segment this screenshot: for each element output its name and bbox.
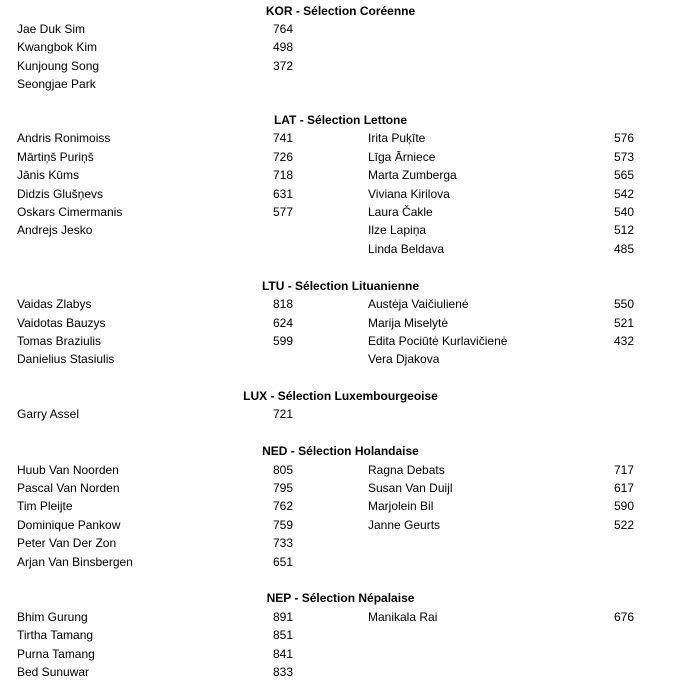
player-name: Huub Van Noorden [17,463,119,477]
table-row [0,57,681,75]
table-row [0,185,681,203]
player-score: 576 [614,131,635,145]
player-name: Mārtiņš Puriņš [17,150,94,164]
player-name: Susan Van Duijl [368,481,453,495]
player-name: Marta Zumberga [368,168,457,182]
section-title: LTU - Sélection Lituanienne [261,279,420,293]
player-name: Linda Beldava [368,242,445,256]
player-name: Seongjae Park [17,77,96,91]
player-name: Austėja Vaičiulienė [368,297,469,311]
table-row [0,203,681,221]
table-row [0,240,681,258]
player-name: Peter Van Der Zon [17,536,117,550]
player-name: Andrejs Jesko [17,223,93,237]
player-score: 764 [273,22,294,36]
player-name: Līga Ārniece [368,150,436,164]
player-score: 795 [273,481,294,495]
table-row [0,75,681,93]
player-score: 818 [273,297,294,311]
player-score: 599 [273,334,294,348]
table-row [0,166,681,184]
player-name: Marija Miselytė [368,316,449,330]
player-name: Jānis Kūms [17,168,80,182]
player-score: 550 [614,297,635,311]
section-title: KOR - Sélection Coréenne [265,4,416,18]
player-name: Janne Geurts [368,518,441,532]
table-row [0,626,681,644]
player-name: Garry Assel [17,407,80,421]
player-score: 726 [273,150,294,164]
player-name: Manikala Rai [368,610,438,624]
table-row [0,645,681,663]
player-score: 759 [273,518,294,532]
player-score: 521 [614,316,635,330]
player-score: 851 [273,628,294,642]
player-score: 522 [614,518,635,532]
player-score: 805 [273,463,294,477]
player-score: 372 [273,59,294,73]
player-score: 631 [273,187,294,201]
player-score: 762 [273,499,294,513]
player-score: 590 [614,499,635,513]
player-score: 485 [614,242,635,256]
player-score: 741 [273,131,294,145]
table-row [0,332,681,350]
player-name: Irita Puķīte [368,131,426,145]
player-name: Jae Duk Sim [17,22,86,36]
player-name: Vera Djakova [368,352,440,366]
player-name: Vaidotas Bauzys [17,316,106,330]
player-name: Marjolein Bil [368,499,434,513]
player-score: 577 [273,205,294,219]
player-score: 542 [614,187,635,201]
player-score: 540 [614,205,635,219]
player-score: 565 [614,168,635,182]
section-title: NED - Sélection Holandaise [262,444,419,458]
player-name: Bhim Gurung [17,610,88,624]
player-name: Danielius Stasiulis [17,352,115,366]
player-name: Ilze Lapiņa [368,223,427,237]
section-title: NEP - Sélection Népalaise [266,591,415,605]
player-score: 733 [273,536,294,550]
player-score: 717 [614,463,635,477]
player-name: Oskars Cimermanis [17,205,123,219]
player-name: Viviana Kirilova [368,187,450,201]
table-row [0,497,681,515]
table-row [0,608,681,626]
player-name: Laura Čakle [368,205,433,219]
player-score: 841 [273,647,294,661]
table-row [0,38,681,56]
player-name: Vaidas Zlabys [17,297,92,311]
table-row [0,221,681,239]
player-score: 718 [273,168,294,182]
player-name: Bed Sunuwar [17,665,90,679]
section-title: LAT - Sélection Lettone [273,113,408,127]
player-name: Pascal Van Norden [17,481,120,495]
table-row [0,405,681,423]
table-row [0,461,681,479]
player-name: Kunjoung Song [17,59,100,73]
player-name: Andris Ronimoiss [17,131,111,145]
table-row [0,479,681,497]
player-name: Tomas Braziulis [17,334,102,348]
player-name: Didzis Glušņevs [17,187,104,201]
player-name: Ragna Debats [368,463,445,477]
player-score: 573 [614,150,635,164]
table-row [0,295,681,313]
player-score: 833 [273,665,294,679]
player-name: Arjan Van Binsbergen [17,555,133,569]
section-title: LUX - Sélection Luxembourgeoise [243,389,438,403]
player-score: 432 [614,334,635,348]
table-row [0,148,681,166]
table-row [0,534,681,552]
table-row [0,350,681,368]
player-name: Tim Pleijte [17,499,73,513]
table-row [0,663,681,681]
table-row [0,553,681,571]
player-name: Kwangbok Kim [17,40,98,54]
player-score: 676 [614,610,635,624]
player-score: 512 [614,223,635,237]
player-name: Tirtha Tamang [17,628,94,642]
player-score: 891 [273,610,294,624]
player-score: 651 [273,555,294,569]
table-row [0,129,681,147]
player-score: 721 [273,407,294,421]
player-name: Purna Tamang [17,647,95,661]
table-row [0,20,681,38]
player-name: Edita Pociūtė Kurlavičienė [368,334,508,348]
player-score: 617 [614,481,635,495]
table-row [0,516,681,534]
player-score: 498 [273,40,294,54]
table-row [0,314,681,332]
player-score: 624 [273,316,294,330]
player-name: Dominique Pankow [17,518,121,532]
